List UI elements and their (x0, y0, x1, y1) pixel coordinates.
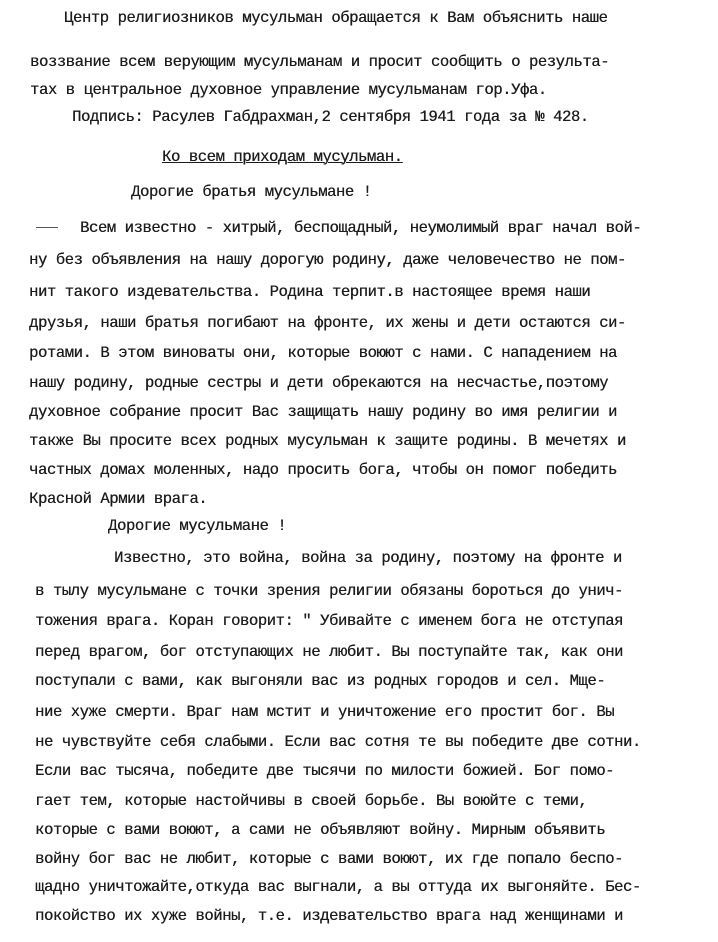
salutation: Дорогие братья мусульмане ! (131, 183, 372, 201)
text-line: которые с вами воюют, а сами не объявляют войну. Мирным объявить (35, 821, 606, 839)
text-line: не чувствуйте себя слабыми. Если вас сотня те вы победите две сотни. (35, 733, 641, 751)
text-line: Известно, это война, война за родину, поэтому на фронте и (114, 549, 622, 567)
text-line: ротами. В этом виноваты они, которые воюют с нами. С нападением на (29, 344, 617, 362)
text-line: ние хуже смерти. Враг нам мстит и уничтожение его простит бог. Вы (35, 703, 615, 721)
text-line: духовное собрание просит Вас защищать нашу родину во имя религии и (29, 403, 617, 421)
text-line: друзья, наши братья погибают на фронте, их жены и дети остаются си- (29, 314, 626, 332)
address-heading: Ко всем приходам мусульман. (162, 148, 403, 166)
salutation: Дорогие мусульмане ! (108, 517, 287, 535)
text-line: щадно уничтожайте,откуда вас выгнали, а вы оттуда их выгоняйте. Бес- (35, 878, 641, 896)
text-line: Если вас тысяча, победите две тысячи по милости божией. Бог помо- (35, 762, 615, 780)
signature-line: Подпись: Расулев Габдрахман,2 сентября 1941 года за № 428. (72, 108, 589, 126)
text-line: тожения врага. Коран говорит: " Убивайте с именем бога не отступая (35, 612, 623, 630)
text-line: покойство их хуже войны, т.е. издевательство врага над женщинами и (35, 907, 623, 925)
text-line: частных домах моленных, надо просить бога, чтобы он помог победить (29, 461, 617, 479)
text-line: воззвание всем верующим мусульманам и просит сообщить о результа- (30, 53, 610, 71)
text-line: гает тем, которые настойчивы в своей борьбе. Вы воюйте с теми, (35, 792, 588, 810)
text-line: ну без объявления на нашу дорогую родину, даже человечество не пом- (29, 251, 626, 269)
text-line: нит такого издевательства. Родина терпит.в настоящее время наши (29, 283, 591, 301)
margin-dash (36, 227, 58, 228)
text-line: поступали с вами, как выгоняли вас из родных городов и сел. Мще- (35, 672, 606, 690)
text-line: в тылу мусульмане с точки зрения религии обязаны бороться до унич- (35, 582, 623, 600)
text-line: тах в центральное духовное управление мусульманам гор.Уфа. (30, 81, 547, 99)
text-line: также Вы просите всех родных мусульман к защите родины. В мечетях и (29, 432, 626, 450)
text-line: Центр религиозников мусульман обращается к Вам объяснить наше (64, 9, 608, 27)
text-line: Красной Армии врага. (29, 490, 208, 508)
text-line: войну бог вас не любит, которые с вами воюют, их где попало беспо- (35, 850, 623, 868)
text-line: нашу родину, родные сестры и дети обрекаются на несчастье,поэтому (29, 374, 609, 392)
text-line: перед врагом, бог отступающих не любит. Вы поступайте так, как они (35, 643, 623, 661)
text-line: Всем известно - хитрый, беспощадный, неумолимый враг начал вой- (80, 219, 642, 237)
